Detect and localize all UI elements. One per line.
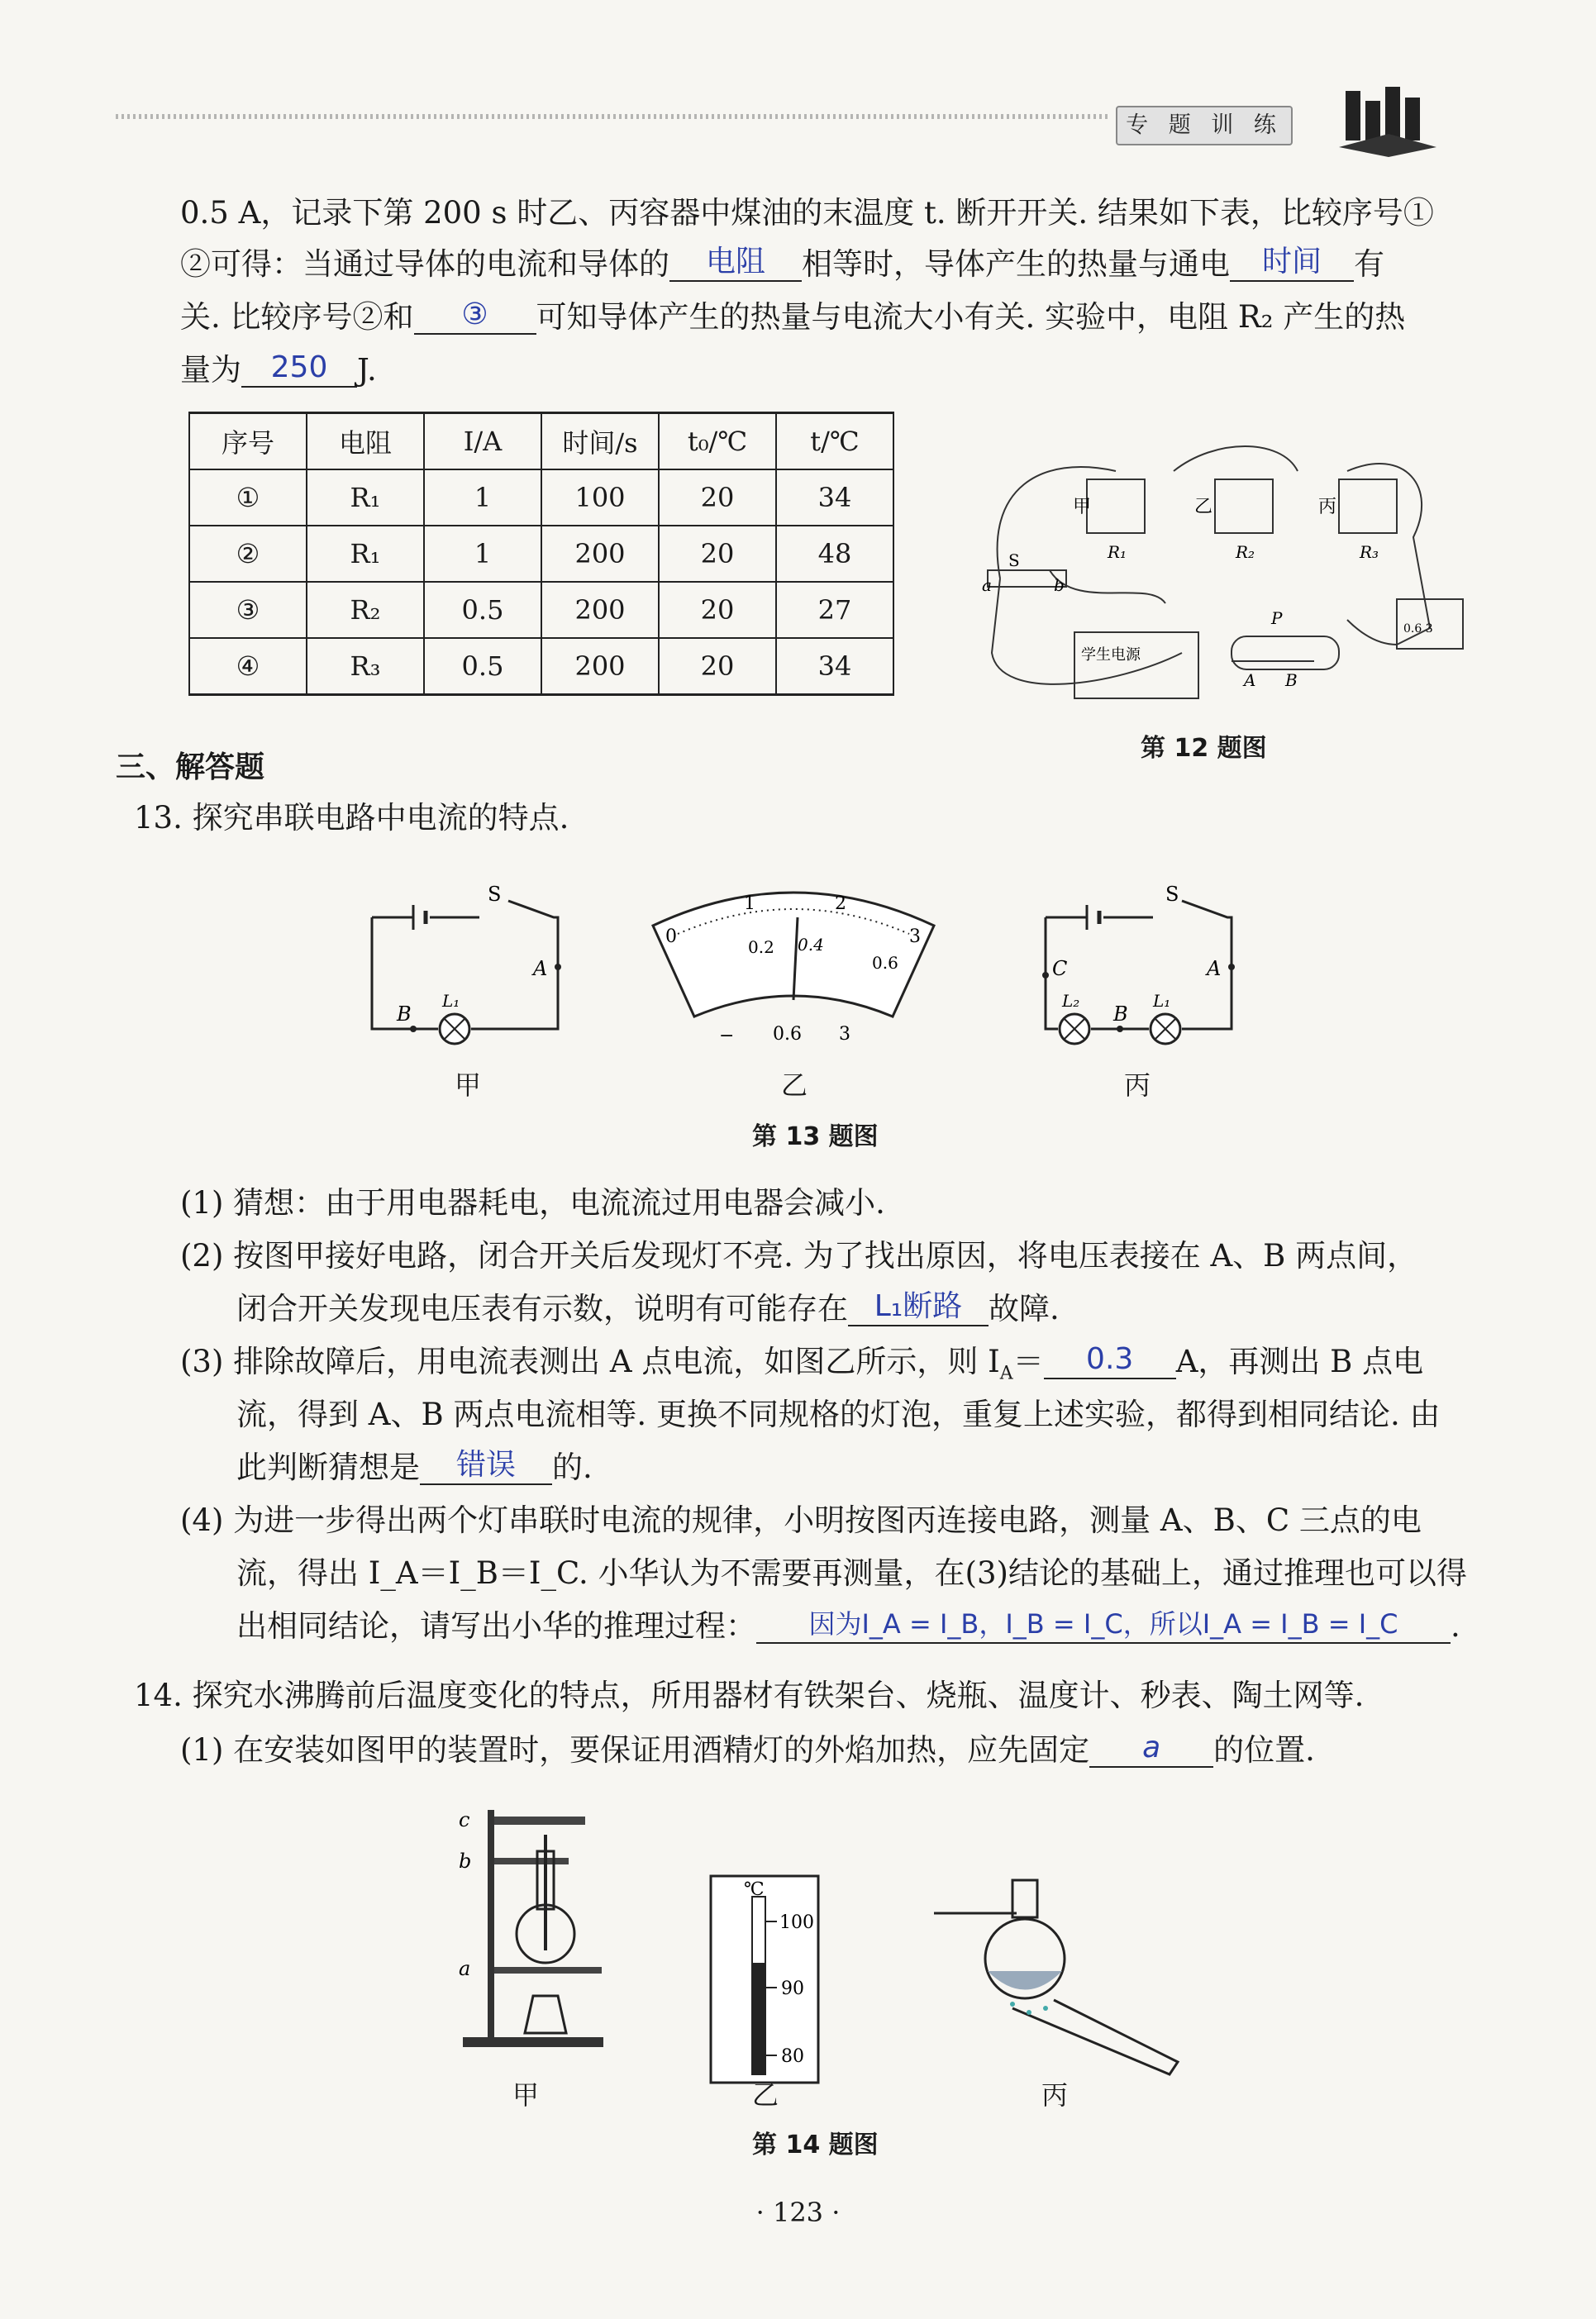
table-header: I/A bbox=[424, 413, 541, 470]
q13-title: 13. 探究串联电路中电流的特点. bbox=[134, 800, 569, 836]
table-cell: 200 bbox=[541, 582, 659, 638]
table-cell: 100 bbox=[541, 469, 659, 526]
q13-circuit-jia bbox=[364, 884, 579, 1025]
q14-title: 14. 探究水沸腾前后温度变化的特点，所用器材有铁架台、烧瓶、温度计、秒表、陶土网等. bbox=[134, 1678, 1365, 1713]
fig-label: S bbox=[488, 883, 502, 906]
table-cell: R₃ bbox=[307, 638, 424, 695]
q14-caption: 第 14 题图 bbox=[752, 2131, 879, 2159]
q14-label-bing: 丙 bbox=[1041, 2079, 1069, 2111]
q13-label-jia: 甲 bbox=[455, 1069, 482, 1101]
q13-p3b: 流，得到 A、B 两点电流相等. 更换不同规格的灯泡，重复上述实验，都得到相同结论. 由 bbox=[236, 1397, 1441, 1432]
fig-label: 甲 bbox=[1073, 497, 1092, 517]
table-row bbox=[189, 469, 893, 526]
table-header: 序号 bbox=[189, 413, 307, 470]
table-cell: 1 bbox=[424, 469, 541, 526]
book-logo-icon bbox=[1339, 83, 1438, 157]
table-cell: ② bbox=[189, 526, 307, 582]
answer-blank-q13-3b[interactable]: 错误 bbox=[420, 1447, 552, 1485]
table-cell: 20 bbox=[659, 638, 776, 695]
fig-label: a bbox=[982, 575, 992, 595]
section-title: 三、解答题 bbox=[116, 750, 265, 784]
fig-label: 2 bbox=[835, 893, 846, 914]
fig-label: 0.2 bbox=[748, 937, 774, 957]
table-cell: 0.5 bbox=[424, 638, 541, 695]
q13-p4b: 流，得出 I_A＝I_B＝I_C. 小华认为不需要再测量，在(3)结论的基础上，通过推理也可以得 bbox=[236, 1555, 1467, 1591]
header-tag: 专 题 训 练 bbox=[1116, 106, 1293, 145]
q13-circuit-bing bbox=[1037, 884, 1252, 1025]
fig-label: 0.4 bbox=[798, 935, 824, 955]
q14-p1: (1) 在安装如图甲的装置时，要保证用酒精灯的外焰加热，应先固定 a 的位置. bbox=[180, 1731, 1315, 1768]
table-header-row bbox=[189, 413, 893, 470]
answer-blank-q13-4[interactable]: 因为I_A = I_B，I_B = I_C，所以I_A = I_B = I_C bbox=[756, 1606, 1451, 1644]
table-cell: 20 bbox=[659, 469, 776, 526]
q13-p1: (1) 猜想：由于用电器耗电，电流流过用电器会减小. bbox=[180, 1185, 885, 1221]
fig-label: S bbox=[1165, 883, 1179, 906]
fig-label: 90 bbox=[781, 1979, 804, 1999]
table-cell: ④ bbox=[189, 638, 307, 695]
q12-line4: 量为 250 J. bbox=[180, 350, 377, 388]
fig-label: 丙 bbox=[1318, 497, 1337, 517]
table-cell: 27 bbox=[776, 582, 893, 638]
fig-label: 3 bbox=[909, 926, 921, 947]
fig-label: L₁ bbox=[1153, 991, 1171, 1011]
q13-label-yi: 乙 bbox=[781, 1069, 808, 1101]
answer-blank-2[interactable]: 时间 bbox=[1230, 244, 1354, 282]
q14-label-yi: 乙 bbox=[752, 2079, 779, 2111]
q13-p3a: (3) 排除故障后，用电流表测出 A 点电流，如图乙所示，则 $I_A= 0.3$ A，再测出 B 点电 bbox=[180, 1342, 1424, 1384]
table-cell: 0.5 bbox=[424, 582, 541, 638]
fig-label: A bbox=[533, 957, 548, 980]
fig-label: P bbox=[1271, 608, 1283, 628]
q14-flask-bing bbox=[930, 1876, 1178, 2083]
table-cell: 48 bbox=[776, 526, 893, 582]
table-header: 时间/s bbox=[541, 413, 659, 470]
q13-p3c: 此判断猜想是 错误 的. bbox=[236, 1448, 593, 1485]
fig-label: 乙 bbox=[1194, 497, 1213, 517]
fig-label: c bbox=[459, 1808, 470, 1831]
q12-line2: ②可得：当通过导体的电流和导体的 电阻 相等时，导体产生的热量与通电 时间 有 bbox=[180, 245, 1384, 282]
q13-p4c: 出相同结论，请写出小华的推理过程： 因为I_A = I_B，I_B = I_C，所以I_A = I_B = I_C . bbox=[236, 1603, 1460, 1650]
q12-line1: 0.5 A，记录下第 200 s 时乙、丙容器中煤油的末温度 t. 断开开关. 结果如下表，比较序号① bbox=[180, 195, 1434, 231]
table-cell: 1 bbox=[424, 526, 541, 582]
fig-label: B bbox=[1113, 1002, 1128, 1026]
table-cell: ① bbox=[189, 469, 307, 526]
q14-thermometer-yi bbox=[707, 1872, 822, 2087]
fig-label: S bbox=[1008, 550, 1020, 570]
fig-label: b bbox=[459, 1850, 472, 1873]
answer-blank-q13-2[interactable]: L₁断路 bbox=[848, 1288, 989, 1326]
fig-label: ℃ bbox=[744, 1879, 765, 1900]
fig-label: R₂ bbox=[1236, 542, 1255, 562]
table-cell: R₁ bbox=[307, 526, 424, 582]
fig-label: R₁ bbox=[1108, 542, 1127, 562]
table-cell: R₂ bbox=[307, 582, 424, 638]
fig-label: C bbox=[1052, 957, 1068, 980]
answer-blank-q13-3[interactable]: 0.3 bbox=[1044, 1341, 1176, 1379]
fig-label: 0 bbox=[665, 926, 677, 947]
fig-label: 0.6 3 bbox=[1403, 622, 1433, 636]
table-cell: 200 bbox=[541, 638, 659, 695]
q12-caption: 第 12 题图 bbox=[1141, 734, 1267, 763]
table-cell: ③ bbox=[189, 582, 307, 638]
q13-p4a: (4) 为进一步得出两个灯串联时电流的规律，小明按图丙连接电路，测量 A、B、C 三点的电 bbox=[180, 1502, 1422, 1538]
table-row bbox=[189, 582, 893, 638]
table-header: 电阻 bbox=[307, 413, 424, 470]
q14-label-jia: 甲 bbox=[512, 2079, 540, 2111]
q14-apparatus-jia bbox=[455, 1802, 620, 2050]
fig-label: L₁ bbox=[442, 991, 460, 1011]
table-cell: 20 bbox=[659, 526, 776, 582]
q13-ammeter-yi bbox=[645, 876, 942, 1066]
fig-label: A bbox=[1244, 670, 1256, 690]
fig-label: 0.6 bbox=[872, 953, 898, 973]
q12-line3: 关. 比较序号②和 ③ 可知导体产生的热量与电流大小有关. 实验中，电阻 R₂ 产生的热 bbox=[180, 298, 1406, 335]
table-cell: 20 bbox=[659, 582, 776, 638]
fig-label: 100 bbox=[779, 1912, 814, 1933]
table-cell: 34 bbox=[776, 638, 893, 695]
fig-label: L₂ bbox=[1062, 991, 1080, 1011]
table-header: t₀/℃ bbox=[659, 413, 776, 470]
answer-blank-4[interactable]: 250 bbox=[241, 350, 357, 388]
fig-label: R₃ bbox=[1360, 542, 1379, 562]
fig-label: 0.6 bbox=[773, 1024, 802, 1045]
table-cell: 200 bbox=[541, 526, 659, 582]
table-cell: 34 bbox=[776, 469, 893, 526]
fig-label: 80 bbox=[781, 2046, 804, 2067]
q13-label-bing: 丙 bbox=[1124, 1069, 1151, 1101]
q13-p2b: 闭合开关发现电压表有示数，说明有可能存在 L₁断路 故障. bbox=[236, 1289, 1060, 1326]
fig-label: 1 bbox=[744, 893, 755, 914]
answer-blank-3[interactable]: ③ bbox=[414, 297, 536, 335]
answer-blank-q14-1[interactable]: a bbox=[1089, 1730, 1213, 1768]
answer-blank-1[interactable]: 电阻 bbox=[669, 244, 802, 282]
table-cell: R₁ bbox=[307, 469, 424, 526]
table-row bbox=[189, 526, 893, 582]
fig-label: a bbox=[459, 1957, 471, 1980]
q13-p2a: (2) 按图甲接好电路，闭合开关后发现灯不亮. 为了找出原因，将电压表接在 A、B 两点间， bbox=[180, 1238, 1418, 1274]
page-number: · 123 · bbox=[755, 2197, 841, 2228]
table-row bbox=[189, 638, 893, 695]
fig-label: 3 bbox=[839, 1024, 850, 1045]
q12-circuit-figure bbox=[967, 438, 1479, 719]
fig-label: B bbox=[1285, 670, 1298, 690]
fig-label: b bbox=[1054, 575, 1065, 595]
table-header: t/℃ bbox=[776, 413, 893, 470]
q13-caption: 第 13 题图 bbox=[752, 1122, 879, 1151]
fig-label: − bbox=[719, 1026, 735, 1046]
fig-label: 学生电源 bbox=[1081, 646, 1141, 664]
fig-label: A bbox=[1207, 957, 1222, 980]
header-rule bbox=[116, 114, 1108, 119]
fig-label: B bbox=[397, 1002, 412, 1026]
data-table bbox=[188, 412, 894, 696]
